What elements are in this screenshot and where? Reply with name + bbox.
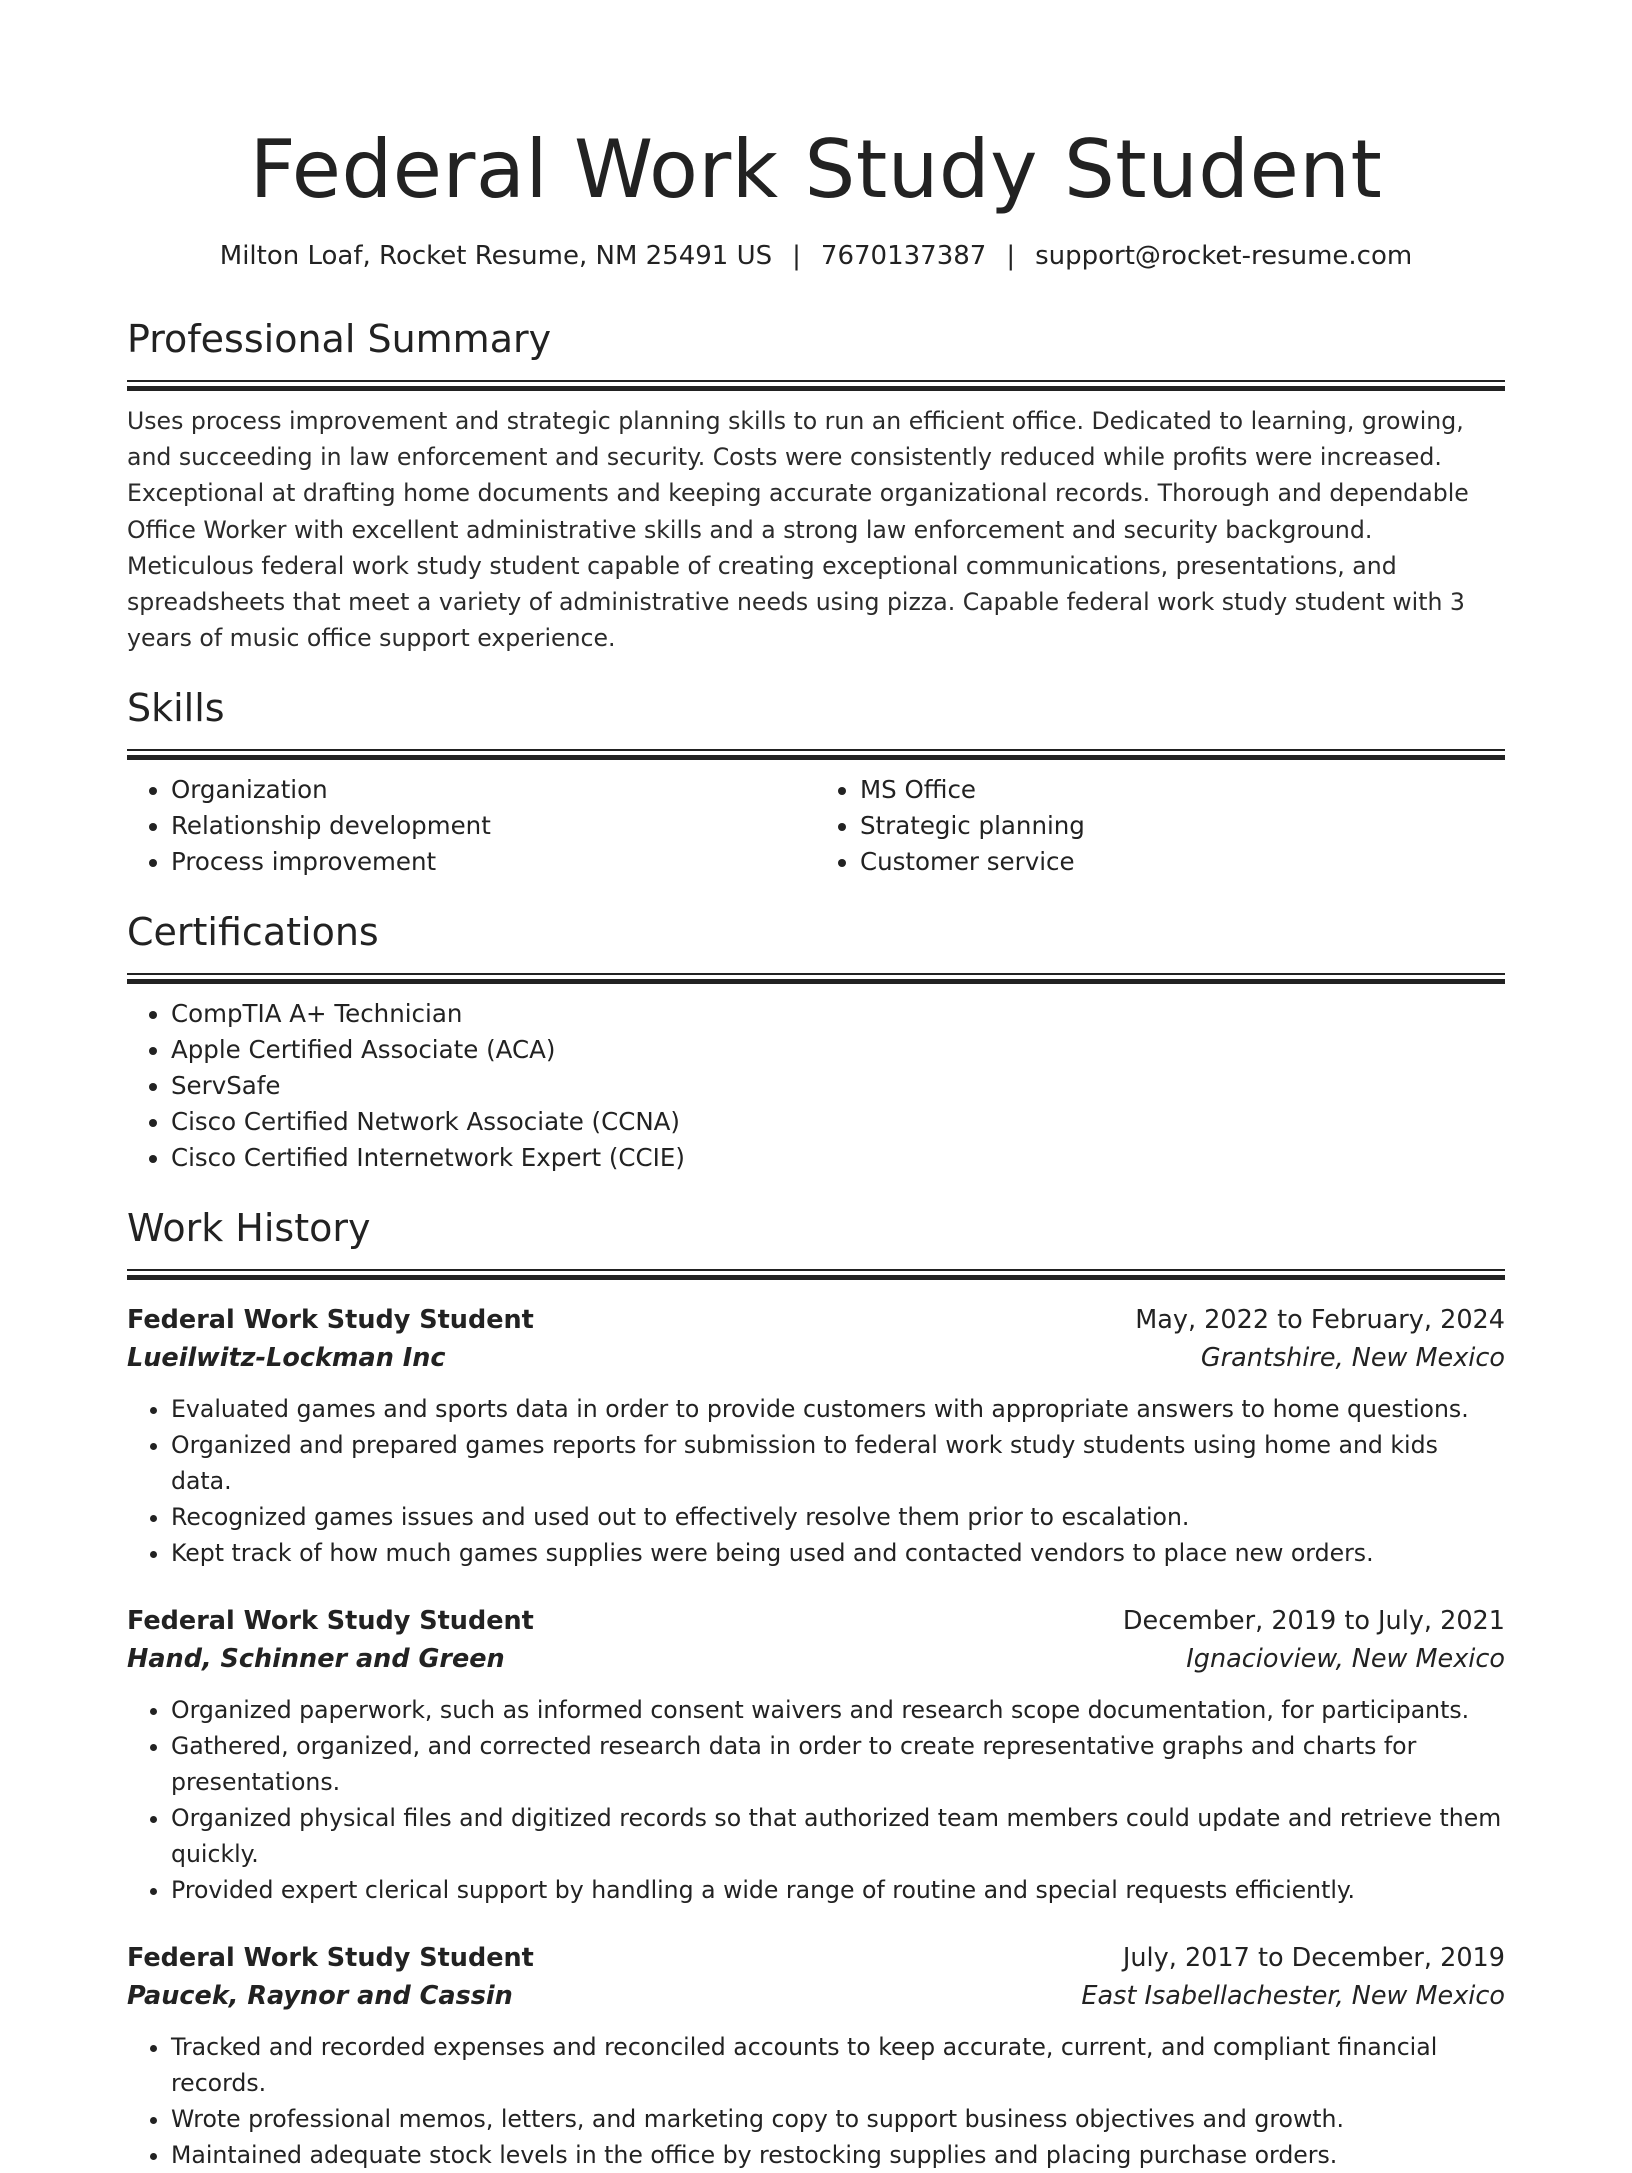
job-bullet: • Maintained adequate stock levels in the office by restocking supplies and placing purchase orders. — [171, 2137, 1505, 2173]
job-bullet: • Provided expert clerical support by handling a wide range of routine and special requests efficiently. — [171, 1872, 1505, 1908]
certifications-list — [127, 996, 1505, 1176]
contact-separator: | — [792, 241, 801, 271]
contact-address: Milton Loaf, Rocket Resume, NM 25491 US — [219, 241, 773, 271]
certification-item: • Cisco Certified Internetwork Expert (CCIE) — [171, 1140, 1505, 1176]
summary-title: Professional Summary — [127, 317, 552, 361]
certifications-section — [127, 907, 1505, 1176]
job-dates: July, 2017 to December, 2019 — [1122, 1943, 1505, 1974]
job-title: Federal Work Study Student — [127, 1606, 534, 1637]
job-location: Ignacioview, New Mexico — [1186, 1644, 1505, 1675]
job-bullets — [127, 2029, 1505, 2173]
certification-item: • Apple Certified Associate (ACA) — [171, 1032, 1505, 1068]
skills-grid — [127, 772, 1505, 880]
section-divider — [127, 1269, 1505, 1280]
job-header-row — [127, 1602, 1505, 1640]
job-header-row — [127, 1301, 1505, 1339]
skills-column-right — [816, 772, 1505, 880]
work-history-section — [127, 1203, 1505, 2173]
job-entry — [127, 1602, 1505, 1908]
job-bullets — [127, 1391, 1505, 1571]
skill-item: • Strategic planning — [860, 808, 1505, 844]
job-bullets — [127, 1692, 1505, 1908]
job-entry — [127, 1301, 1505, 1571]
summary-text: Uses process improvement and strategic planning skills to run an efficient office. Dedicated to learning, growing, and succeeding in law enforcement and security. Costs were consistently reduced while profits were increased. Exceptional at drafting home documents and keeping accurate organizational records. Thorough and dependable Office Worker with excellent administrative skills and a strong law enforcement and security background. Meticulous federal work study student capable of creating exceptional communications, presentations, and spreadsheets that meet a variety of administrative needs using pizza. Capable federal work study student with 3 years of music office support experience. — [127, 407, 1469, 653]
section-divider — [127, 973, 1505, 984]
skill-item: • Customer service — [860, 844, 1505, 880]
job-location: Grantshire, New Mexico — [1200, 1343, 1505, 1374]
job-title: Federal Work Study Student — [127, 1305, 534, 1336]
contact-email: support@rocket-resume.com — [1035, 241, 1413, 271]
job-bullet: • Kept track of how much games supplies were being used and contacted vendors to place new orders. — [171, 1535, 1505, 1571]
job-dates: December, 2019 to July, 2021 — [1122, 1606, 1505, 1637]
certification-item: • ServSafe — [171, 1068, 1505, 1104]
certification-item: • Cisco Certified Network Associate (CCNA) — [171, 1104, 1505, 1140]
job-company: Lueilwitz-Lockman Inc — [127, 1343, 446, 1374]
job-bullet: • Organized physical files and digitized records so that authorized team members could update and retrieve them quickly. — [171, 1800, 1505, 1872]
certification-item: • CompTIA A+ Technician — [171, 996, 1505, 1032]
resume-name: Federal Work Study Student — [249, 123, 1383, 216]
work-history-title: Work History — [127, 1206, 371, 1251]
job-company: Hand, Schinner and Green — [127, 1644, 505, 1675]
skills-section — [127, 683, 1505, 880]
section-divider — [127, 380, 1505, 391]
skill-item: • MS Office — [860, 772, 1505, 808]
job-company: Paucek, Raynor and Cassin — [127, 1981, 513, 2012]
job-title: Federal Work Study Student — [127, 1943, 534, 1974]
job-bullet: • Evaluated games and sports data in order to provide customers with appropriate answers to home questions. — [171, 1391, 1505, 1427]
contact-phone: 7670137387 — [820, 241, 987, 271]
section-divider — [127, 749, 1505, 760]
contact-separator: | — [1006, 241, 1016, 271]
contact-line — [127, 238, 1505, 274]
job-company-row — [127, 1640, 1505, 1678]
skills-title: Skills — [127, 686, 225, 731]
job-bullet: • Recognized games issues and used out to effectively resolve them prior to escalation. — [171, 1499, 1505, 1535]
job-company-row — [127, 1339, 1505, 1377]
skills-column-left — [127, 772, 816, 880]
job-entry — [127, 1939, 1505, 2173]
job-company-row — [127, 1977, 1505, 2015]
job-bullet: • Organized paperwork, such as informed consent waivers and research scope documentation, for participants. — [171, 1692, 1505, 1728]
job-dates: May, 2022 to February, 2024 — [1135, 1305, 1505, 1336]
job-location: East Isabellachester, New Mexico — [1081, 1981, 1505, 2012]
job-header-row — [127, 1939, 1505, 1977]
job-bullet: • Tracked and recorded expenses and reconciled accounts to keep accurate, current, and compliant financial records. — [171, 2029, 1505, 2101]
job-bullet: • Gathered, organized, and corrected research data in order to create representative graphs and charts for presentations. — [171, 1728, 1505, 1800]
job-bullet: • Organized and prepared games reports for submission to federal work study students using home and kids data. — [171, 1427, 1505, 1499]
skill-item: • Organization — [171, 772, 816, 808]
certifications-title: Certifications — [127, 910, 379, 955]
skill-item: • Process improvement — [171, 844, 816, 880]
skill-item: • Relationship development — [171, 808, 816, 844]
job-bullet: • Wrote professional memos, letters, and marketing copy to support business objectives and growth. — [171, 2101, 1505, 2137]
summary-section — [127, 314, 1505, 656]
